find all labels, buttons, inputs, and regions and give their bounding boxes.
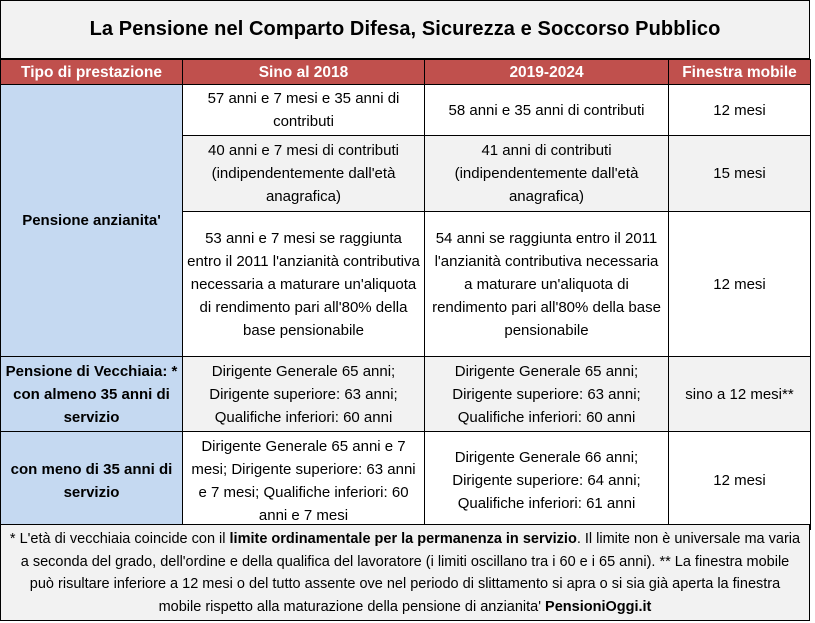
cell-finestra: 12 mesi [669, 432, 811, 530]
row-label-vecchiaia: Pensione di Vecchiaia: * con almeno 35 anni di servizio [1, 357, 183, 432]
pension-table [0, 59, 811, 530]
footnote [0, 524, 810, 621]
cell-nuovo: 41 anni di contributi (indipendentemente dall'età anagrafica) [425, 136, 669, 212]
table-row [1, 432, 811, 530]
cell-sino: 40 anni e 7 mesi di contributi (indipendentemente dall'età anagrafica) [183, 136, 425, 212]
cell-sino: Dirigente Generale 65 anni e 7 mesi; Dirigente superiore: 63 anni e 7 mesi; Qualifiche inferiori: 60 anni e 7 mesi [183, 432, 425, 530]
footnote-text-1: * L'età di vecchiaia coincide con il [9, 531, 230, 547]
table-header-row [1, 60, 811, 85]
row-label-anzianita: Pensione anzianita' [1, 85, 183, 357]
cell-sino: Dirigente Generale 65 anni; Dirigente superiore: 63 anni; Qualifiche inferiori: 60 anni [183, 357, 425, 432]
cell-finestra: 12 mesi [669, 85, 811, 136]
header-tipo: Tipo di prestazione [1, 60, 183, 85]
table-row [1, 85, 811, 136]
cell-nuovo: 54 anni se raggiunta entro il 2011 l'anzianità contributiva necessaria a maturare un'aliquota di rendimento pari all'80% della base pensionabile [425, 212, 669, 357]
cell-finestra: sino a 12 mesi** [669, 357, 811, 432]
footnote-text-2: . Il limite non è universale ma varia a seconda del grado, dell'ordine e della qualifica del lavoratore (i limiti oscillano tra i 60 e i 65 anni). ** La finestra mobile può risultare inferiore a 12 mesi o del tutto assente ove nel periodo di slittamento si apra o si sia già aperta la finestra mobile rispetto alla maturazione della pensione di anzianita' [20, 531, 801, 615]
header-sino: Sino al 2018 [183, 60, 425, 85]
row-label-meno-35: con meno di 35 anni di servizio [1, 432, 183, 530]
footnote-source: PensioniOggi.it [545, 598, 652, 615]
table-row [1, 357, 811, 432]
cell-finestra: 15 mesi [669, 136, 811, 212]
header-finestra: Finestra mobile [669, 60, 811, 85]
cell-nuovo: Dirigente Generale 65 anni; Dirigente superiore: 63 anni; Qualifiche inferiori: 60 anni [425, 357, 669, 432]
cell-nuovo: Dirigente Generale 66 anni; Dirigente superiore: 64 anni; Qualifiche inferiori: 61 anni [425, 432, 669, 530]
footnote-bold-limit: limite ordinamentale per la permanenza in servizio [229, 531, 577, 547]
cell-sino: 53 anni e 7 mesi se raggiunta entro il 2011 l'anzianità contributiva necessaria a maturare un'aliquota di rendimento pari all'80% della base pensionabile [183, 212, 425, 357]
cell-nuovo: 58 anni e 35 anni di contributi [425, 85, 669, 136]
header-nuovo: 2019-2024 [425, 60, 669, 85]
page-title: La Pensione nel Comparto Difesa, Sicurezza e Soccorso Pubblico [0, 0, 810, 59]
cell-finestra: 12 mesi [669, 212, 811, 357]
cell-sino: 57 anni e 7 mesi e 35 anni di contributi [183, 85, 425, 136]
